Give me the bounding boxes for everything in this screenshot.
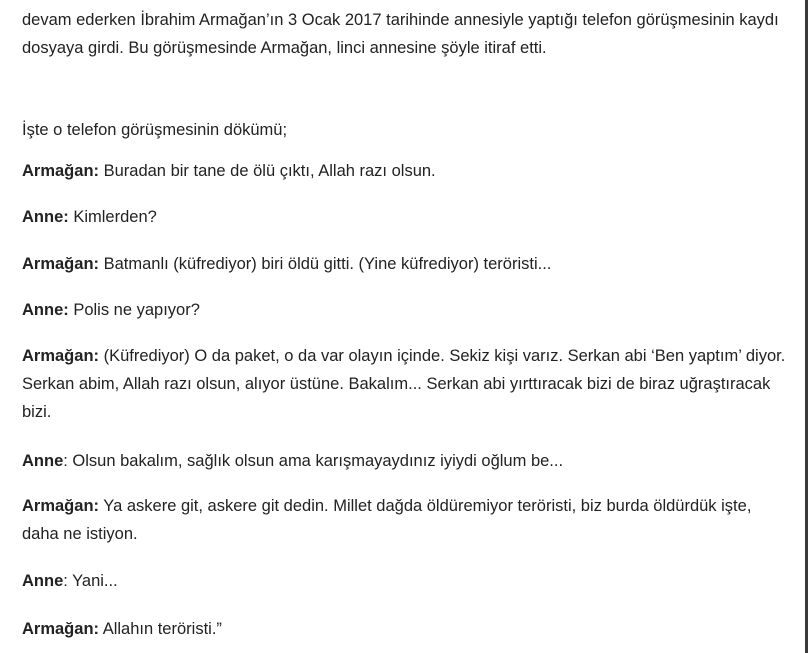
dialogue-line	[22, 447, 787, 475]
dialogue-text: Polis ne yapıyor?	[68, 301, 200, 319]
dialogue-line	[22, 492, 787, 548]
dialogue-line	[22, 342, 787, 426]
intro-paragraph: devam ederken İbrahim Armağan’ın 3 Ocak 2017 tarihinde annesiyle yaptığı telefon görüşmesinin kaydı dosyaya girdi. Bu görüşmesinde Armağan, linci annesine şöyle itiraf etti.	[22, 11, 779, 57]
dialogue-line	[22, 157, 787, 185]
speaker-label: Armağan:	[22, 347, 100, 365]
dialogue-text: Buradan bir tane de ölü çıktı, Allah razı olsun.	[99, 162, 436, 180]
dialogue-text: Ya askere git, askere git dedin. Millet dağda öldüremiyor teröristi, biz burda öldürdük işte, daha ne istiyon.	[22, 497, 752, 543]
speaker-label: Armağan:	[22, 255, 100, 273]
speaker-label: Armağan:	[22, 497, 100, 515]
dialogue-text: (Küfrediyor) O da paket, o da var olayın içinde. Sekiz kişi varız. Serkan abi ‘Ben yaptım’ diyor. Serkan abim, Allah razı olsun, alıyor üstüne. Bakalım... Serkan abi yırttıracak bizi de biraz uğraştıracak bizi.	[22, 347, 786, 421]
dialogue-text: : Olsun bakalım, sağlık olsun ama karışmayaydınız iyiydi oğlum be...	[63, 452, 564, 470]
dialogue-text: Kimlerden?	[68, 208, 157, 226]
speaker-label: Anne:	[22, 301, 69, 319]
speaker-label: Anne:	[22, 208, 69, 226]
dialogue-text: Allahın teröristi.”	[99, 620, 222, 638]
dialogue-line	[22, 296, 787, 324]
dialogue-line	[22, 203, 787, 231]
dialogue-line	[22, 250, 787, 278]
speaker-label: Armağan:	[22, 162, 100, 180]
dialogue-line	[22, 567, 787, 595]
dialogue-text: Batmanlı (küfrediyor) biri öldü gitti. (Yine küfrediyor) teröristi...	[99, 255, 552, 273]
dialogue-line	[22, 615, 787, 643]
dialogue-text: : Yani...	[63, 572, 118, 590]
transcript-heading: İşte o telefon görüşmesinin dökümü;	[22, 121, 288, 139]
speaker-label: Anne	[22, 452, 64, 470]
speaker-label: Anne	[22, 572, 64, 590]
speaker-label: Armağan:	[22, 620, 100, 638]
